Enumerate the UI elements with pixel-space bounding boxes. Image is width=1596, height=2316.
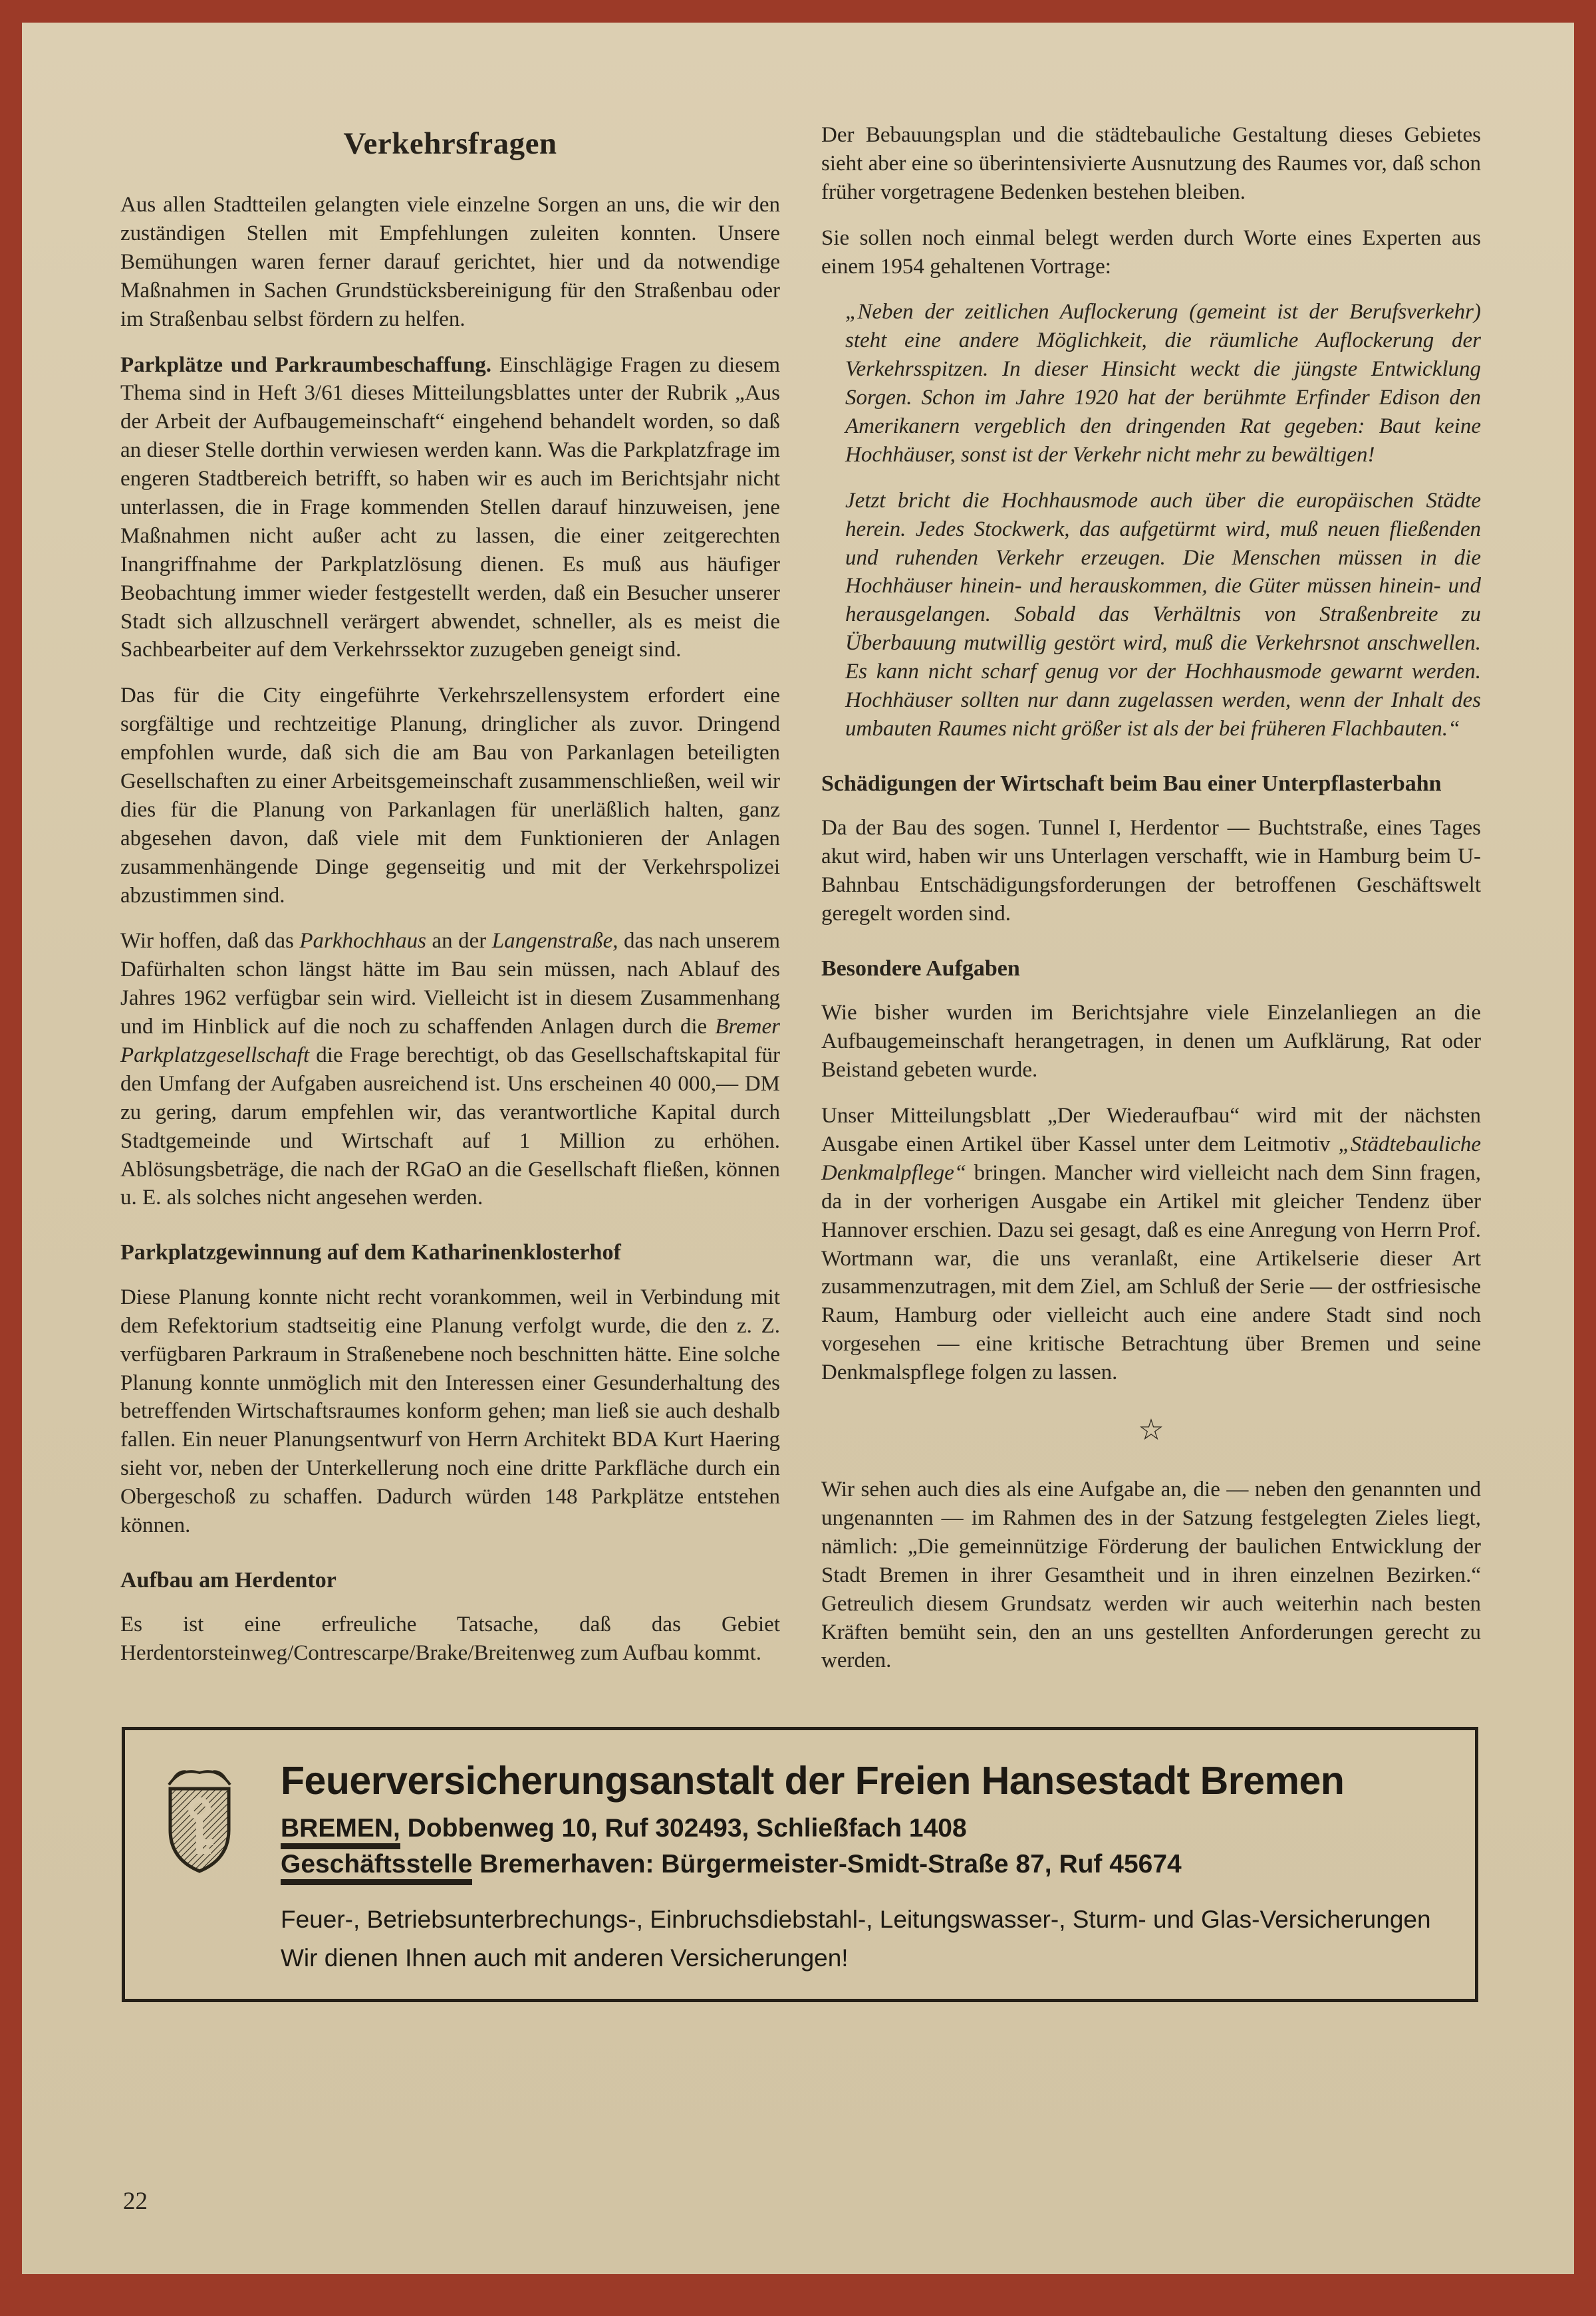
- advertiser-address-bremerhaven: [281, 1850, 1442, 1879]
- paragraph-text: , das nach unserem Dafürhalten schon längst hätte im Bau sein müssen, nach Ablauf des Jahres 1962 verfügbar sein wird. Vielleicht ist in diesem Zusammenhang und im Hinblick auf die noch zu schaffenden Anlagen durch die: [120, 929, 780, 1039]
- paragraph: [821, 224, 1481, 281]
- paragraph-text: Unser Mitteilungsblatt „Der Wiederaufbau“ wird mit der nächsten Ausgabe einen Artikel über Kassel unter dem Leitmotiv: [821, 1104, 1481, 1156]
- left-column: [120, 121, 780, 1692]
- section-heading-unterpflasterbahn: Schädigungen der Wirtschaft beim Bau einer Unterpflasterbahn: [821, 771, 1442, 796]
- address-rest: Dobbenweg 10, Ruf 302493, Schließfach 1408: [400, 1814, 967, 1843]
- page-number: 22: [123, 2188, 148, 2215]
- paragraph: [821, 1476, 1481, 1675]
- paragraph-text: an der: [426, 929, 492, 954]
- paragraph: [120, 1283, 780, 1540]
- emphasized-text: Bremer Parkplatzgesellschaft: [120, 1015, 780, 1068]
- advertisement-fire-insurance: [122, 1727, 1478, 2002]
- branch-rest: Bremerhaven: Bürgermeister-Smidt-Straße 87, Ruf 45674: [472, 1850, 1182, 1879]
- advertiser-address-bremen: [281, 1814, 1442, 1843]
- paragraph-text: Einschlägige Fragen zu diesem Thema sind in Heft 3/61 dieses Mitteilungsblattes unter der Rubrik „Aus der Arbeit der Aufbaugemeinschaft“ eingehend behandelt worden, so daß an dieser Stelle dorthin verwiesen werden kann. Was die Parkplatzfrage im engeren Stadtbereich betrifft, so haben wir es auch im Berichtsjahr nicht unterlassen, die in Frage kommenden Stellen darauf hinzuweisen, jene Maßnahmen nicht außer acht zu lassen, die einer zeitgerechten Inangriffnahme der Parkplatzlösung dienen. Es muß aus häufiger Beobachtung immer wieder festgestellt werden, daß ein Besucher unserer Stadt sich allzuschnell verärgert abwendet, schneller, als es meist die Sachbearbeiter auf dem Verkehrssektor zuzugeben geneigt sind.: [120, 352, 780, 662]
- advertiser-slogan: Wir dienen Ihnen auch mit anderen Versicherungen!: [281, 1944, 849, 1972]
- paragraph-text: Das für die City eingeführte Verkehrszellensystem erfordert eine sorgfältige und rechtzeitige Planung, dringlicher als zuvor. Dringend empfohlen wurde, daß sich die am Bau von Parkanlagen beteiligten Gesellschaften zu einer Arbeitsgemeinschaft zusammenschließen, weil wir dies für die Planung von Parkanlagen für unerläßlich halten, ganz abgesehen davon, daß viele mit dem Funktionieren der Anlagen zusammenhängende Dinge gegenseitig und mit der Verkehrspolizei abzustimmen sind.: [120, 684, 780, 908]
- article-title: Verkehrsfragen: [343, 126, 557, 161]
- magazine-page: [22, 23, 1574, 2274]
- paragraph-text: Da der Bau des sogen. Tunnel I, Herdentor — Buchtstraße, eines Tages akut wird, haben wir uns Unterlagen verschafft, wie in Hamburg beim U-Bahnbau Entschädigungsforderungen der betroffenen Geschäftswelt geregelt worden sind.: [821, 816, 1481, 926]
- section-heading-katharinenklosterhof: Parkplatzgewinnung auf dem Katharinenklosterhof: [120, 1240, 621, 1265]
- paragraph: [120, 682, 780, 910]
- paragraph: [120, 191, 780, 333]
- emphasized-text: Parkhochhaus: [299, 929, 426, 954]
- article-columns: [120, 121, 1481, 1692]
- paragraph-text: Wir sehen auch dies als eine Aufgabe an, die — neben den genannten und ungenannten — im Rahmen des in der Satzung festgelegten Zieles liegt, nämlich: „Die gemeinnützige Förderung der baulichen Entwicklung der Stadt Bremen in ihrer Gesamtheit und in ihren einzelnen Bezirken.“ Getreulich diesem Grundsatz werden wir auch weiterhin nach besten Kräften bemüht sein, den an uns gestellten Anforderungen gerecht zu werden.: [821, 1478, 1481, 1673]
- paragraph-text: Aus allen Stadtteilen gelangten viele einzelne Sorgen an uns, die wir den zuständigen Stellen mit Empfehlungen zuleiten konnten. Unsere Bemühungen waren ferner darauf gerichtet, hier und da notwendige Maßnahmen in Sachen Grundstücksbereinigung für den Straßenbau oder im Straßenbau selbst fördern zu helfen.: [120, 193, 780, 331]
- paragraph-text: Wie bisher wurden im Berichtsjahre viele Einzelanliegen an die Aufbaugemeinschaft herangetragen, in denen um Aufklärung, Rat oder Beistand gebeten wurde.: [821, 1001, 1481, 1083]
- section-heading-besondere-aufgaben: Besondere Aufgaben: [821, 956, 1020, 981]
- emphasized-text: Langenstraße: [491, 929, 613, 954]
- paragraph: [821, 1102, 1481, 1387]
- quote-text: „Neben der zeitlichen Auflockerung (gemeint ist der Berufsverkehr) steht eine andere Möglichkeit, die räumliche Auflockerung der Verkehrsspitzen. In dieser Hinsicht weckt die jüngste Entwicklung Sorgen. Schon im Jahre 1920 hat der berühmte Erfinder Edison den Amerikanern vergeblich den dringenden Rat gegeben: Baut keine Hochhäuser, sonst ist der Verkehr nicht mehr zu bewältigen!: [845, 300, 1481, 467]
- run-in-heading: Parkplätze und Parkraumbeschaffung.: [120, 352, 492, 377]
- paragraph: [821, 121, 1481, 207]
- bremen-coat-of-arms-icon: [157, 1762, 242, 1892]
- star-divider-icon: ☆: [1138, 1413, 1164, 1446]
- advertiser-products: Feuer-, Betriebsunterbrechungs-, Einbruchsdiebstahl-, Leitungswasser-, Sturm- und Glas-Versicherungen: [281, 1906, 1431, 1934]
- paragraph: [120, 927, 780, 1212]
- quote-paragraph: [845, 487, 1481, 743]
- paragraph-text: bringen. Mancher wird vielleicht nach dem Sinn fragen, da in der vorherigen Ausgabe ein Artikel mit gleicher Tendenz über Hannover erschien. Dazu sei gesagt, daß es eine Anregung von Herrn Prof. Wortmann war, die uns veranlaßt, eine Artikelserie dieser Art zusammenzutragen, mit dem Ziel, am Schluß der Serie — der ostfriesische Raum, Hamburg oder vielleicht auch eine andere Stadt sind noch vorgesehen — eine kritische Betrachtung über Bremen und seine Denkmalspflege folgen zu lassen.: [821, 1160, 1481, 1385]
- paragraph: [120, 351, 780, 665]
- paragraph-text: Der Bebauungsplan und die städtebauliche Gestaltung dieses Gebietes sieht aber eine so überintensivierte Ausnutzung des Raumes vor, daß schon früher vorgetragene Bedenken bestehen bleiben.: [821, 123, 1481, 204]
- paragraph-text: Es ist eine erfreuliche Tatsache, daß das Gebiet Herdentorsteinweg/Contrescarpe/Brake/Breitenweg zum Aufbau kommt.: [120, 1612, 780, 1666]
- emphasized-text: „Städtebauliche Denkmalpflege“: [821, 1132, 1481, 1185]
- address-city: BREMEN,: [281, 1814, 400, 1849]
- paragraph: [120, 1610, 780, 1668]
- paragraph-text: Diese Planung konnte nicht recht vorankommen, weil in Verbindung mit dem Refektorium stadtseitig eine Planung verfolgt wurde, die den z. Z. verfügbaren Parkraum in Straßenebene noch beschnitten hätte. Eine solche Planung konnte unmöglich mit den Interessen einer Gesunderhaltung des betreffenden Wirtschaftsraumes konform gehen; man ließ sie auch deshalb fallen. Ein neuer Planungsentwurf von Herrn Architekt BDA Kurt Haering sieht vor, neben der Unterkellerung noch eine dritte Parkfläche durch ein Obergeschoß zu schaffen. Dadurch würden 148 Parkplätze entstehen können.: [120, 1285, 780, 1537]
- advertisement-text: [281, 1758, 1442, 1972]
- paragraph: [821, 814, 1481, 928]
- right-column: [821, 121, 1481, 1692]
- branch-label: Geschäftsstelle: [281, 1850, 472, 1885]
- section-heading-herdentor: Aufbau am Herdentor: [120, 1567, 336, 1593]
- paragraph-text: Wir hoffen, daß das: [120, 929, 300, 954]
- expert-quote-block: [845, 298, 1481, 743]
- paragraph-text: die Frage berechtigt, ob das Gesellschaftskapital für den Umfang der Aufgaben ausreichend ist. Uns erscheinen 40 000,— DM zu gering, darum empfehlen wir, das verantwortliche Kapital durch Stadtgemeinde und Wirtschaft auf 1 Million zu erhöhen. Ablösungsbeträge, die nach der RGaO an die Gesellschaft fließen, können u. E. als solches nicht angesehen werden.: [120, 1043, 780, 1210]
- quote-text: Jetzt bricht die Hochhausmode auch über die europäischen Städte herein. Jedes Stockwerk, das aufgetürmt wird, muß neuen fließenden und ruhenden Verkehr erzeugen. Die Menschen müssen in die Hochhäuser hinein- und herauskommen, die Güter müssen hinein- und herausgelangen. Sobald das Verhältnis von Straßenbreite zu Überbauung mutwillig gestört wird, muß die Verkehrsnot anschwellen. Es kann nicht scharf genug vor der Hochhausmode gewarnt werden. Hochhäuser sollten nur dann zugelassen werden, wenn der Inhalt des umbauten Raumes nicht größer ist als der bei früheren Flachbauten.“: [845, 488, 1481, 741]
- advertiser-name: Feuerversicherungsanstalt der Freien Hansestadt Bremen: [281, 1759, 1345, 1803]
- quote-paragraph: [845, 298, 1481, 469]
- paragraph-text: Sie sollen noch einmal belegt werden durch Worte eines Experten aus einem 1954 gehaltenen Vortrage:: [821, 225, 1481, 279]
- paragraph: [821, 999, 1481, 1085]
